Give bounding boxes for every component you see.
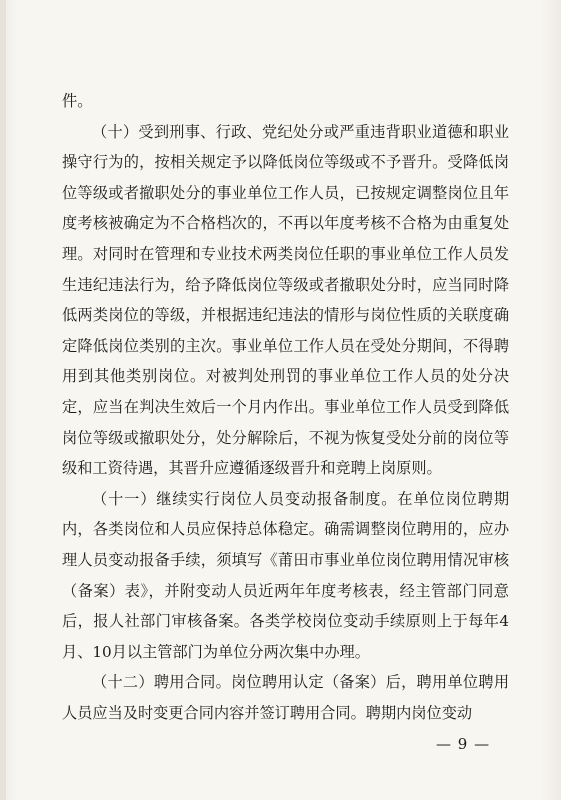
paragraph-item-11: （十一）继续实行岗位人员变动报备制度。在单位岗位聘期内，各类岗位和人员应保持总体稳定。确需调整岗位聘用的，应办理人员变动报备手续，须填写《莆田市事业单位岗位聘用情况审核（备案）表》，并附变动人员近两年年度考核表，经主管部门同意后，报人社部门审核备案。各类学校岗位变动手续原则上于每年4月、10月以主管部门为单位分两次集中办理。 xyxy=(62,489,509,661)
page-number: — 9 — xyxy=(436,735,491,753)
paragraph-continuation: 件。 xyxy=(62,92,93,110)
scan-edge xyxy=(0,0,6,800)
document-body xyxy=(62,86,509,728)
paragraph-item-12: （十二）聘用合同。岗位聘用认定（备案）后，聘用单位聘用人员应当及时变更合同内容并签订聘用合同。聘期内岗位变动 xyxy=(62,673,509,722)
paragraph-item-10: （十）受到刑事、行政、党纪处分或严重违背职业道德和职业操守行为的，按相关规定予以降低岗位等级或不予晋升。受降低岗位等级或者撤职处分的事业单位工作人员，已按规定调整岗位且年度考核被确定为不合格档次的，不再以年度考核不合格为由重复处理。对同时在管理和专业技术两类岗位任职的事业单位工作人员发生违纪违法行为，给予降低岗位等级或者撤职处分时，应当同时降低两类岗位的等级，并根据违纪违法的情形与岗位性质的关联度确定降低岗位类别的主次。事业单位工作人员在受处分期间，不得聘用到其他类别岗位。对被判处刑罚的事业单位工作人员的处分决定，应当在判决生效后一个月内作出。事业单位工作人员受到降低岗位等级或撤职处分，处分解除后，不视为恢复受处分前的岗位等级和工资待遇，其晋升应遵循逐级晋升和竞聘上岗原则。 xyxy=(62,122,509,478)
